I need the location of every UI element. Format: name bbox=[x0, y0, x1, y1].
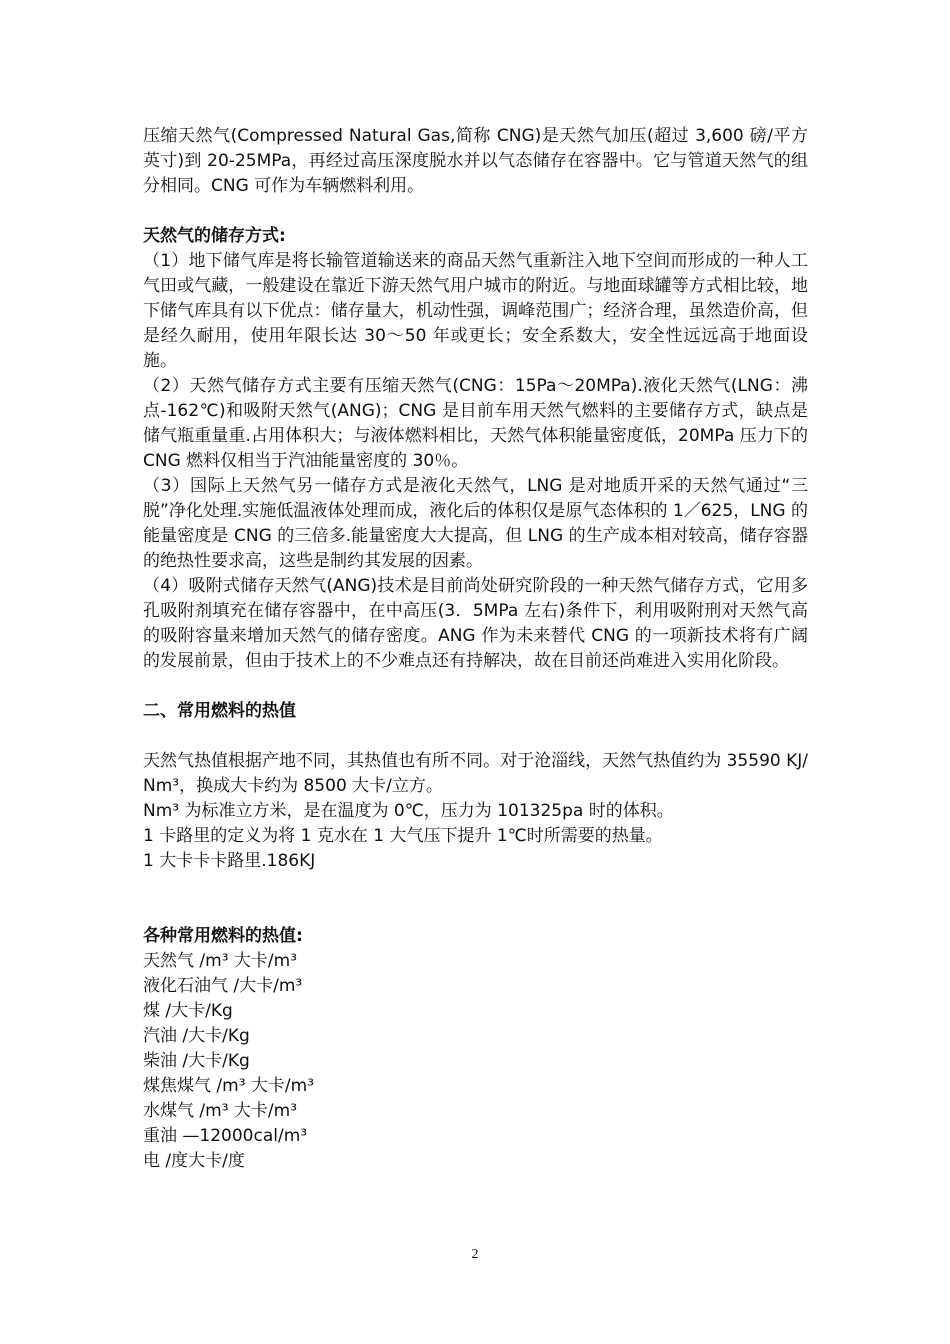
storage-item-2: （2）天然气储存方式主要有压缩天然气(CNG：15Pa～20MPa).液化天然气(LNG：沸点-162℃)和吸附天然气(ANG)；CNG 是目前车用天然气燃料的主要储存方式，缺点是储气瓶重量重.占用体积大；与液体燃料相比，天然气体积能量密度低，20MPa 压力下的 CNG 燃料仅相当于汽油能量密度的 30％。 bbox=[143, 376, 808, 471]
fuel-item: 煤焦煤气 /m³ 大卡/m³ bbox=[143, 1076, 315, 1096]
fuel-item: 电 /度大卡/度 bbox=[143, 1151, 245, 1171]
intro-paragraph: 压缩天然气(Compressed Natural Gas,简称 CNG)是天然气加压(超过 3,600 磅/平方英寸)到 20-25MPa，再经过高压深度脱水并以气态储存在容器中。它与管道天然气的组分相同。CNG 可作为车辆燃料利用。 bbox=[143, 126, 808, 196]
fuel-item: 重油 —12000cal/m³ bbox=[143, 1126, 308, 1146]
storage-heading: 天然气的储存方式: bbox=[143, 226, 286, 246]
fuels-heading: 各种常用燃料的热值: bbox=[143, 926, 303, 946]
spacer bbox=[143, 724, 808, 749]
calorific-line-3: 1 大卡卡卡路里.186KJ bbox=[143, 851, 316, 871]
fuel-item: 天然气 /m³ 大卡/m³ bbox=[143, 951, 298, 971]
fuel-item: 汽油 /大卡/Kg bbox=[143, 1026, 250, 1046]
spacer bbox=[143, 674, 808, 699]
page-number: 2 bbox=[471, 1247, 479, 1262]
storage-item-1: （1）地下储气库是将长输管道输送来的商品天然气重新注入地下空间而形成的一种人工气田或气藏，一般建设在靠近下游天然气用户城市的附近。与地面球罐等方式相比较，地下储气库具有以下优点：储存量大，机动性强，调峰范围广；经济合理，虽然造价高，但是经久耐用，使用年限长达 30～50 年或更长；安全系数大，安全性远远高于地面设施。 bbox=[143, 251, 808, 371]
page-content bbox=[143, 124, 808, 1174]
calorific-line-2: 1 卡路里的定义为将 1 克水在 1 大气压下提升 1℃时所需要的热量。 bbox=[143, 826, 663, 846]
storage-item-3: （3）国际上天然气另一储存方式是液化天然气，LNG 是对地质开采的天然气通过“三脱”净化处理.实施低温液体处理而成，液化后的体积仅是原气态体积的 1／625，LNG 的能量密度是 CNG 的三倍多.能量密度大大提高，但 LNG 的生产成本相对较高，储存容器的绝热性要求高，这些是制约其发展的因素。 bbox=[143, 476, 808, 571]
calorific-paragraph: 天然气热值根据产地不同，其热值也有所不同。对于沧淄线，天然气热值约为 35590 KJ/Nm³，换成大卡约为 8500 大卡/立方。 bbox=[143, 751, 808, 796]
fuel-item: 液化石油气 /大卡/m³ bbox=[143, 976, 303, 996]
calorific-line-1: Nm³ 为标准立方米，是在温度为 0℃，压力为 101325pa 时的体积。 bbox=[143, 801, 674, 821]
storage-item-4: （4）吸附式储存天然气(ANG)技术是目前尚处研究阶段的一种天然气储存方式，它用多孔吸附剂填充在储存容器中，在中高压(3．5MPa 左右)条件下，利用吸附刑对天然气高的吸附容量来增加天然气的储存密度。ANG 作为未来替代 CNG 的一项新技术将有广阔的发展前景，但由于技术上的不少难点还有持解决，故在目前还尚难进入实用化阶段。 bbox=[143, 576, 808, 671]
spacer bbox=[143, 199, 808, 224]
spacer bbox=[143, 874, 808, 924]
fuel-item: 煤 /大卡/Kg bbox=[143, 1001, 233, 1021]
fuel-item: 柴油 /大卡/Kg bbox=[143, 1051, 250, 1071]
calorific-heading: 二、常用燃料的热值 bbox=[143, 701, 296, 721]
fuel-item: 水煤气 /m³ 大卡/m³ bbox=[143, 1101, 298, 1121]
